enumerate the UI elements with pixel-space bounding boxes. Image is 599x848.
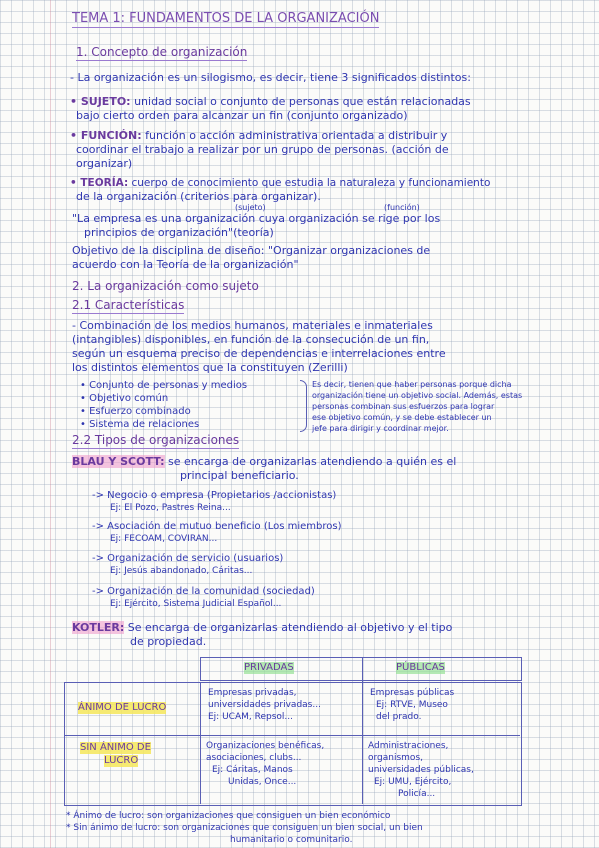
cell-text: del prado. — [376, 712, 422, 722]
teoria-term: • TEORÍA: — [70, 177, 129, 189]
funcion-def-1: función o acción administrativa orientada a distribuir y — [145, 129, 448, 142]
side-note-line: organización tiene un objetivo social. Además, estas — [312, 391, 523, 400]
blau-def-2: principal beneficiario. — [180, 469, 299, 482]
page-title: TEMA 1: FUNDAMENTOS DE LA ORGANIZACIÓN — [72, 11, 380, 26]
teoria-def-1: cuerpo de conocimiento que estudia la naturaleza y funcionamiento — [131, 177, 491, 189]
objetivo-line-2: acuerdo con la Teoría de la organización" — [72, 258, 299, 271]
cell-text: Administraciones, — [368, 741, 449, 751]
kotler-def-1: Se encarga de organizarlas atendiendo al objetivo y el tipo — [127, 621, 453, 634]
cell-text: Empresas privadas, — [208, 688, 297, 698]
kotler-line-1 — [72, 622, 452, 635]
cell-text: Ej: Cáritas, Manos — [212, 765, 293, 775]
blau-item-name: -> Asociación de mutuo beneficio (Los miembros) — [92, 521, 342, 532]
cell-text: Ej: RTVE, Museo — [376, 700, 448, 710]
kotler-def-2: de propiedad. — [130, 635, 207, 648]
section-2-heading: 2. La organización como sujeto — [72, 279, 259, 293]
kotler-label: KOTLER: — [72, 621, 125, 634]
char-bullet: • Esfuerzo combinado — [80, 406, 191, 417]
sujeto-def-1: unidad social o conjunto de personas que están relacionadas — [134, 95, 471, 108]
char-bullet: • Sistema de relaciones — [80, 419, 200, 430]
sujeto-term: • SUJETO: — [70, 95, 131, 108]
row-label-sin-lucro: LUCRO — [104, 755, 139, 766]
col-header-publicas: PÚBLICAS — [396, 662, 445, 673]
table-divider-vertical — [362, 657, 363, 804]
quote-line-1: "La empresa es una organización cuya organización se rige por los — [72, 212, 441, 225]
cell-text: universidades privadas... — [208, 700, 321, 710]
cell-text: universidades públicas, — [368, 765, 474, 775]
note-funcion: (función) — [384, 203, 420, 212]
footnote-lucro: * Ánimo de lucro: son organizaciones que consiguen un bien económico — [66, 811, 391, 821]
note-sujeto: (sujeto) — [235, 203, 266, 212]
teoria-line-1 — [70, 177, 490, 189]
row-label-lucro: ÁNIMO DE LUCRO — [78, 702, 167, 713]
cell-text: Ej: UCAM, Repsol... — [208, 712, 293, 722]
blau-item-name: -> Negocio o empresa (Propietarios /accionistas) — [92, 490, 337, 501]
side-note-line: Es decir, tienen que haber personas porque dicha — [312, 380, 512, 389]
funcion-def-3: organizar) — [76, 157, 133, 170]
table-divider-vertical — [200, 682, 201, 804]
sec1-intro: - La organización es un silogismo, es decir, tiene 3 significados distintos: — [70, 71, 471, 84]
char-bullet: • Conjunto de personas y medios — [80, 380, 248, 391]
cell-text: Unidas, Once... — [228, 777, 297, 787]
quote-line-2: principios de organización"(teoría) — [84, 226, 274, 239]
funcion-line-1 — [70, 130, 447, 143]
blau-item-example: Ej: Ejército, Sistema Judicial Español... — [110, 599, 282, 609]
curly-brace — [300, 380, 307, 432]
footnote-sin-lucro-cont: humanitario o comunitario. — [230, 835, 353, 845]
cell-text: Ej: UMU, Ejército, — [374, 777, 452, 787]
sujeto-line-1 — [70, 96, 471, 109]
side-note-line: jefe para dirigir y coordinar mejor. — [312, 424, 449, 433]
blau-label: BLAU Y SCOTT: — [72, 455, 165, 468]
char-bullet: • Objetivo común — [80, 393, 169, 404]
sujeto-def-2: bajo cierto orden para alcanzar un fin (conjunto organizado) — [76, 109, 408, 122]
col-header-privadas: PRIVADAS — [244, 662, 294, 673]
cell-text: Organizaciones benéficas, — [206, 741, 325, 751]
blau-item-example: Ej: El Pozo, Pastres Reina... — [110, 503, 231, 513]
subsection-2-2-heading: 2.2 Tipos de organizaciones — [72, 433, 240, 447]
funcion-term: • FUNCIÓN: — [70, 129, 142, 142]
def-line-3: según un esquema preciso de dependencias e interrelaciones entre — [72, 347, 446, 360]
blau-item-example: Ej: Jesús abandonado, Cáritas... — [110, 566, 253, 576]
blau-line-1 — [72, 456, 456, 469]
side-note-line: ese objetivo común, y se debe establecer un — [312, 413, 492, 422]
funcion-def-2: coordinar el trabajo a realizar por un grupo de personas. (acción de — [76, 143, 449, 156]
margin-line — [50, 0, 51, 848]
section-1-heading: 1. Concepto de organización — [76, 45, 248, 59]
blau-item-example: Ej: FECOAM, COVIRAN... — [110, 534, 218, 544]
def-line-2: (intangibles) disponibles, en función de la consecución de un fin, — [72, 333, 430, 346]
footnote-sin-lucro: * Sin ánimo de lucro: son organizaciones que consiguen un bien social, un bien — [66, 823, 423, 833]
teoria-def-2: de la organización (criterios para organizar). — [76, 190, 321, 203]
subsection-2-1-heading: 2.1 Características — [72, 298, 185, 312]
objetivo-line-1: Objetivo de la disciplina de diseño: "Organizar organizaciones de — [72, 244, 431, 257]
blau-item-name: -> Organización de la comunidad (sociedad) — [92, 586, 315, 597]
blau-item-name: -> Organización de servicio (usuarios) — [92, 553, 284, 564]
table-divider-horizontal — [64, 735, 520, 736]
def-line-4: los distintos elementos que la constituyen (Zerilli) — [72, 361, 348, 374]
cell-text: Policía... — [398, 789, 436, 799]
cell-text: asociaciones, clubs... — [206, 753, 302, 763]
cell-text: organismos, — [368, 753, 423, 763]
cell-text: Empresas públicas — [370, 688, 455, 698]
blau-def-1: se encarga de organizarlas atendiendo a quién es el — [168, 455, 457, 468]
row-label-sin-lucro: SIN ÁNIMO DE — [80, 742, 151, 753]
side-note-line: personas combinan sus esfuerzos para lograr — [312, 402, 495, 411]
def-line-1: - Combinación de los medios humanos, materiales e inmateriales — [72, 319, 433, 332]
